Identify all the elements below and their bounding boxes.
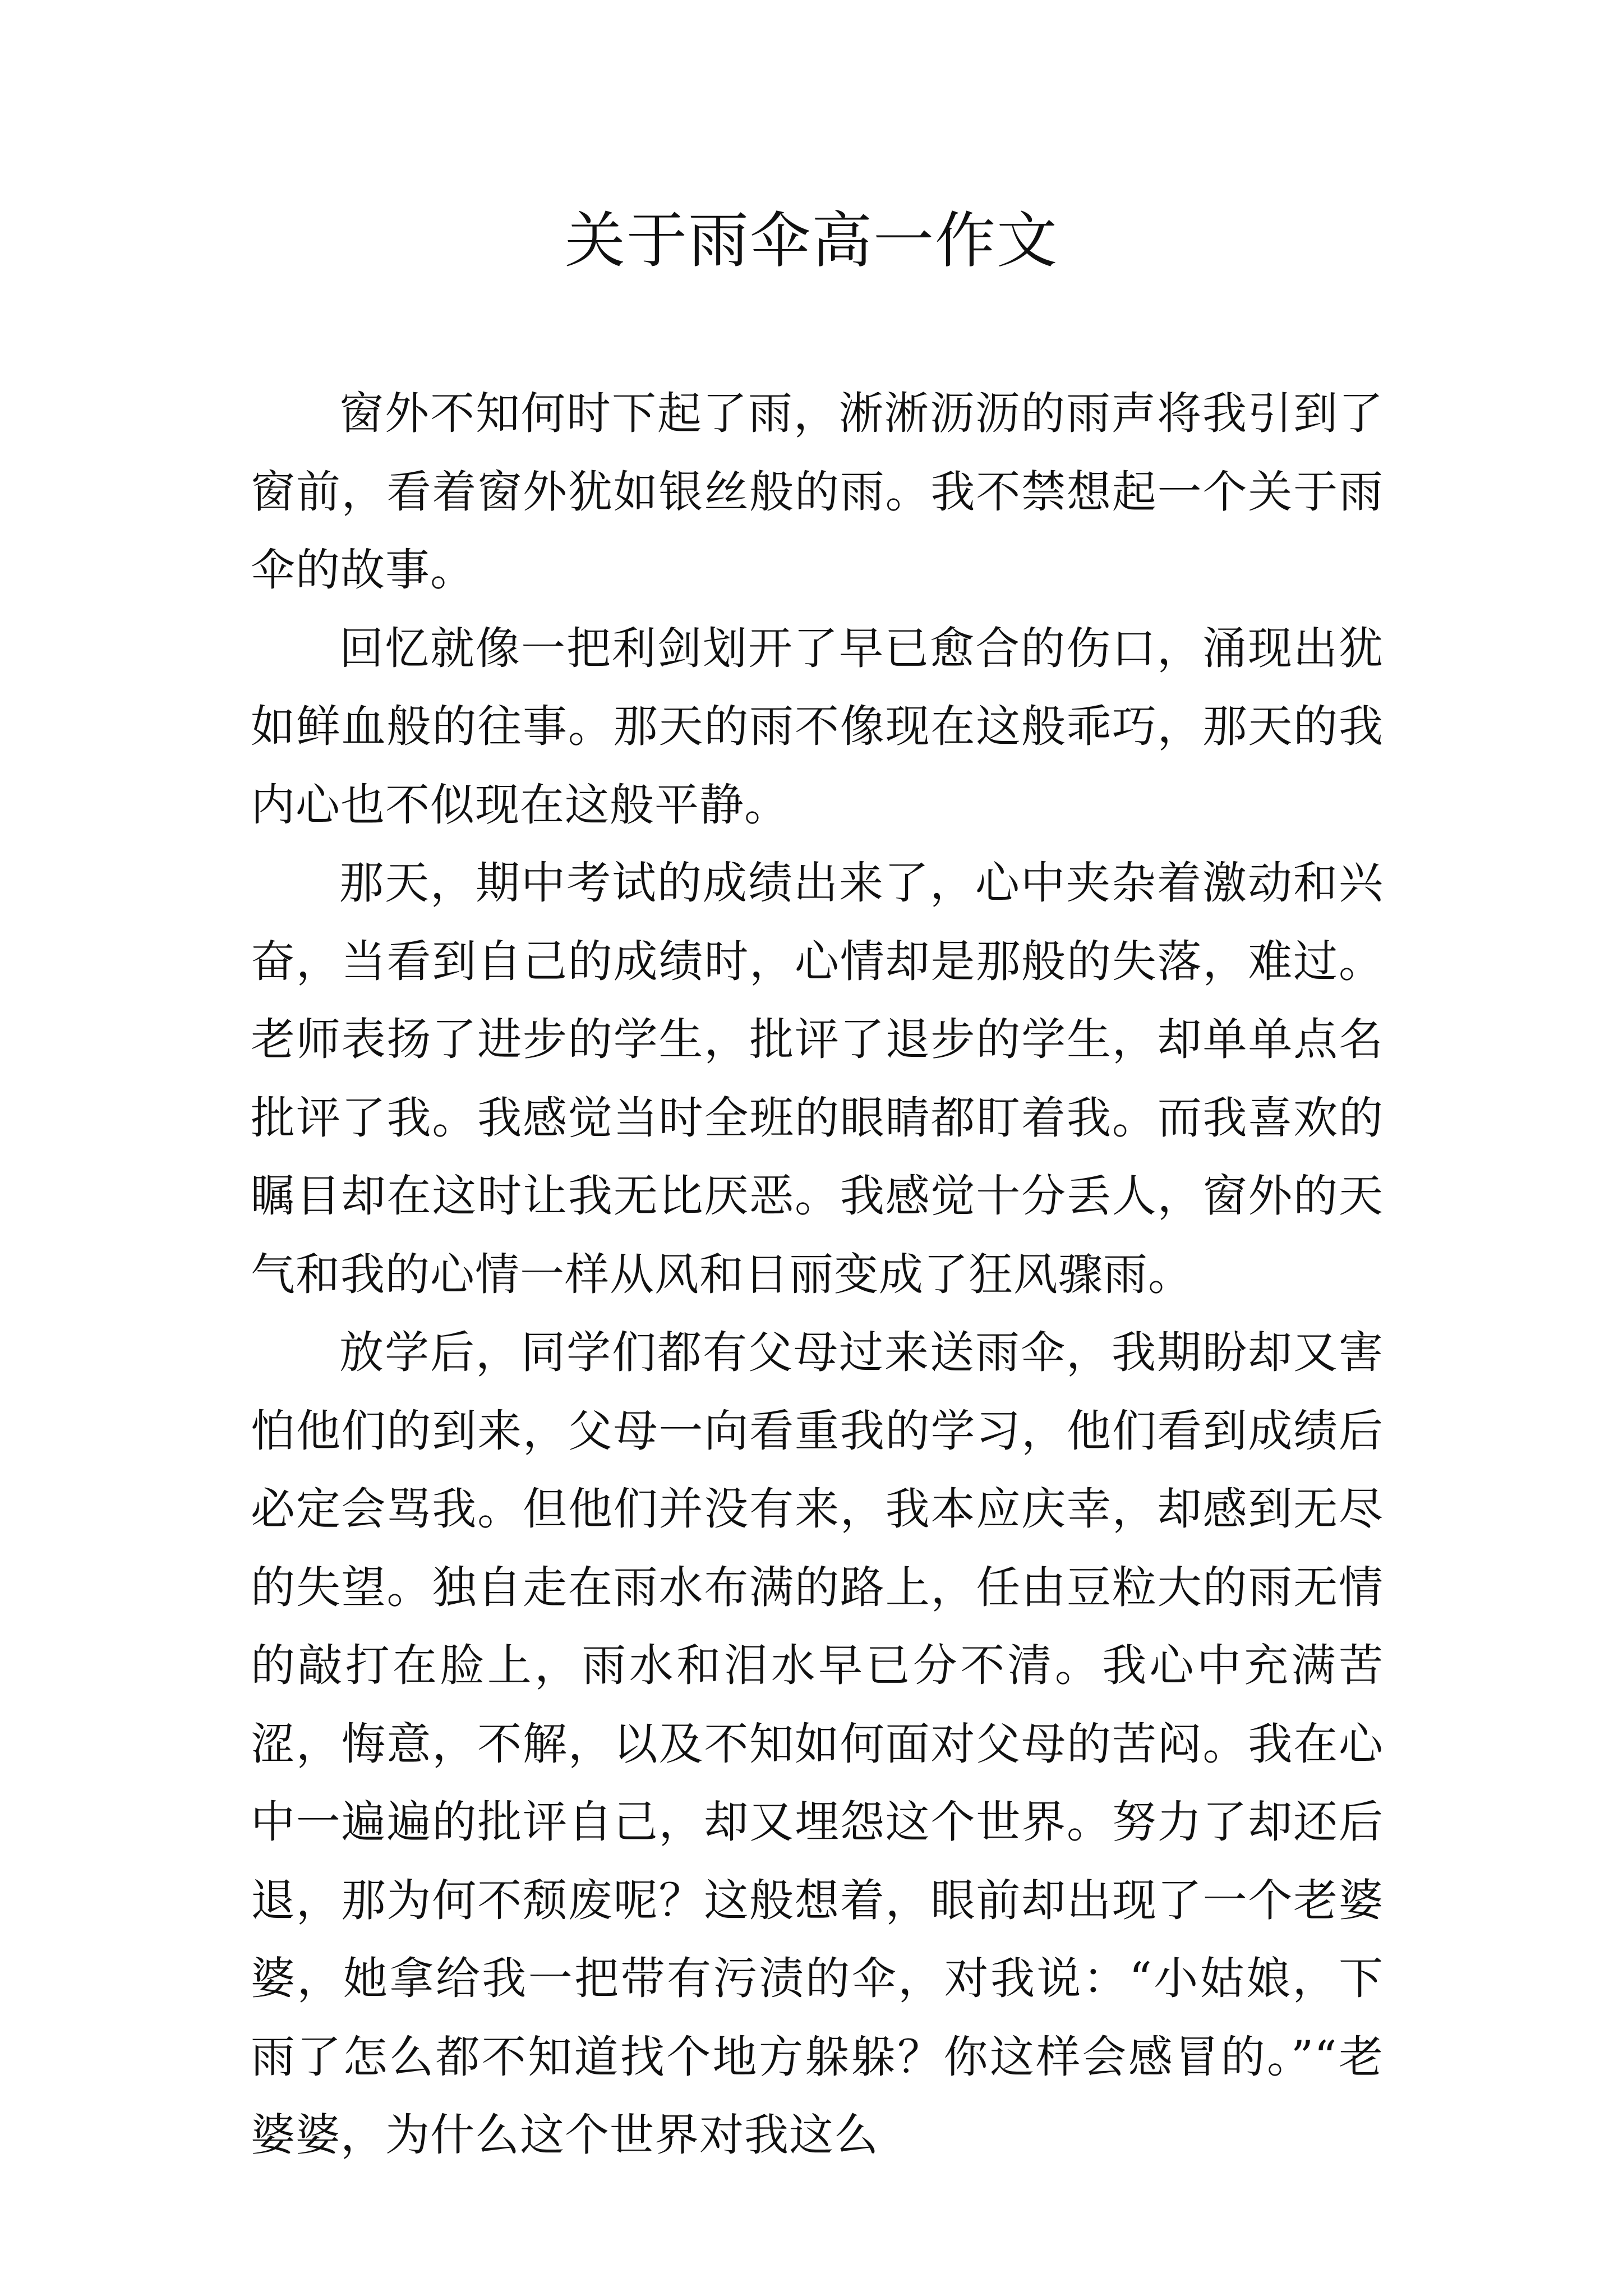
paragraph: 那天，期中考试的成绩出来了，心中夹杂着激动和兴奋，当看到自己的成绩时，心情却是那般的失落，难过。老师表扬了进步的学生，批评了退步的学生，却单单点名批评了我。我感觉当时全班的眼睛都盯着我。而我喜欢的瞩目却在这时让我无比厌恶。我感觉十分丢人，窗外的天气和我的心情一样从风和日丽变成了狂风骤雨。: [251, 857, 1384, 1300]
essay-body: [251, 375, 1384, 2175]
paragraph: 放学后，同学们都有父母过来送雨伞，我期盼却又害怕他们的到来，父母一向看重我的学习，他们看到成绩后必定会骂我。但他们并没有来，我本应庆幸，却感到无尽的失望。独自走在雨水布满的路上，任由豆粒大的雨无情的敲打在脸上，雨水和泪水早已分不清。我心中充满苦涩，悔意，不解，以及不知如何面对父母的苦闷。我在心中一遍遍的批评自己，却又埋怨这个世界。努力了却还后退，那为何不颓废呢？这般想着，眼前却出现了一个老婆婆，她拿给我一把带有污渍的伞，对我说：“小姑娘，下雨了怎么都不知道找个地方躲躲？你这样会感冒的。”“老婆婆，为什么这个世界对我这么: [251, 1327, 1384, 2161]
paragraph: 窗外不知何时下起了雨，淅淅沥沥的雨声将我引到了窗前，看着窗外犹如银丝般的雨。我不禁想起一个关于雨伞的故事。: [251, 388, 1384, 596]
paragraph: 回忆就像一把利剑划开了早已愈合的伤口，涌现出犹如鲜血般的往事。那天的雨不像现在这般乖巧，那天的我内心也不似现在这般平静。: [251, 622, 1384, 831]
document-title: 关于雨伞高一作文: [564, 206, 1058, 276]
